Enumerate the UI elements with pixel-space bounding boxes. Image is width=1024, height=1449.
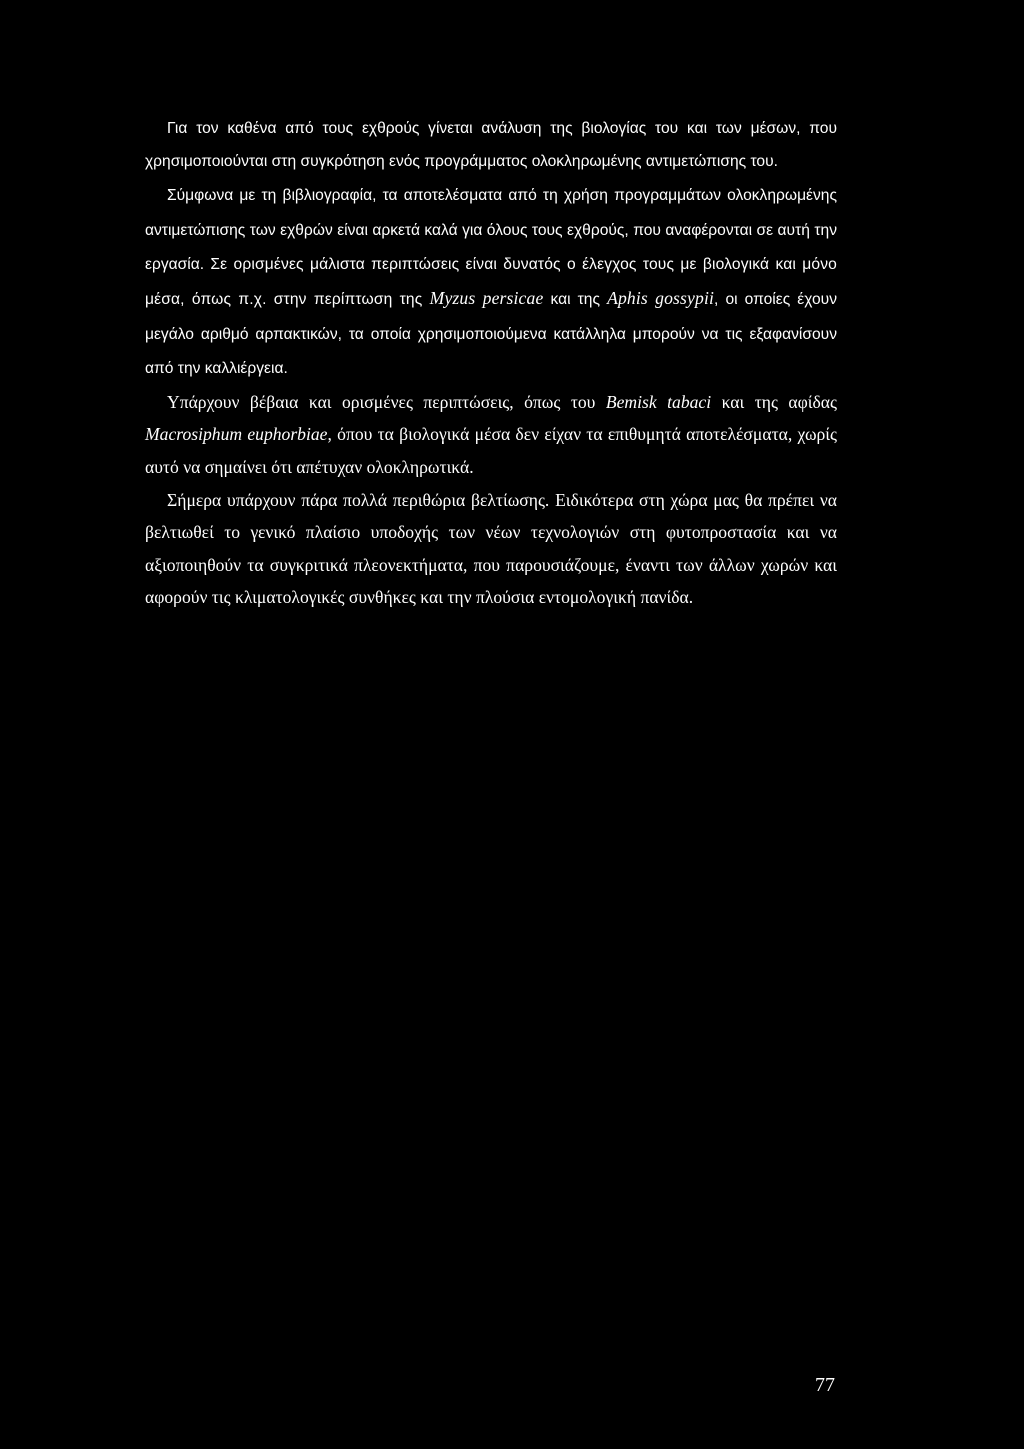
species-name-aphis: Aphis gossypii — [607, 287, 715, 308]
species-name-myzus: Myzus persicae — [429, 287, 544, 308]
paragraph-2-text-2: Σε ορισμένες μάλιστα περιπτώσεις είναι δυνατός ο έλεγχος τους με βιολογικά και μόνο μέσα, όπως π.χ. στην περίπτωση της — [145, 256, 837, 308]
paragraph-1 — [145, 113, 837, 178]
page-body — [145, 113, 837, 614]
paragraph-1-text: Για τον καθένα από τους εχθρούς γίνεται ανάλυση της βιολογίας του και των μέσων, που χρησιμοποιούνται στη συγκρότηση ενός προγράμματος ολοκληρωμένης αντιμετώπισης του. — [145, 120, 837, 170]
paragraph-2-text-3: και της — [543, 290, 608, 308]
paragraph-4 — [145, 484, 837, 614]
paragraph-2-text-4: , οι οποίες έχουν μεγάλο αριθμό αρπακτικών, τα οποία χρησιμοποιούμενα κατάλληλα μπορούν να τις εξαφανίσουν από την καλλιέργεια. — [145, 290, 838, 378]
paragraph-3-text-3: , όπου τα βιολογικά μέσα δεν είχαν τα επιθυμητά αποτελέσματα, χωρίς αυτό να σημαίνει ότι απέτυχαν ολοκληρωτικά. — [145, 424, 837, 477]
paragraph-2-text-1: Σύμφωνα με τη βιβλιογραφία, τα αποτελέσματα από τη χρήση προγραμμάτων ολοκληρωμένης αντιμετώπισης των εχθρών είναι αρκετά καλά για όλους τους εχθρούς, που αναφέρονται σε αυτή την εργασία. — [145, 187, 837, 274]
species-name-bemisia: Bemisk tabaci — [605, 391, 712, 412]
page-number: 77 — [815, 1374, 835, 1396]
paragraph-3-text-2: και της αφίδας — [711, 391, 837, 412]
paragraph-3 — [145, 386, 837, 484]
paragraph-2 — [145, 178, 837, 386]
species-name-macrosiphum: Macrosiphum euphorbiae — [145, 424, 328, 445]
paragraph-3-text-1: Υπάρχουν βέβαια και ορισμένες περιπτώσεις, όπως του — [167, 391, 606, 412]
paragraph-4-text: Σήμερα υπάρχουν πάρα πολλά περιθώρια βελτίωσης. Ειδικότερα στη χώρα μας θα πρέπει να βελτιωθεί το γενικό πλαίσιο υποδοχής των νέων τεχνολογιών στη φυτοπροστασία και να αξιοποιηθούν τα συγκριτικά πλεονεκτήματα, που παρουσιάζουμε, έναντι των άλλων χωρών και αφορούν τις κλιματολογικές συνθήκες και την πλούσια εντομολογική πανίδα. — [145, 489, 837, 608]
